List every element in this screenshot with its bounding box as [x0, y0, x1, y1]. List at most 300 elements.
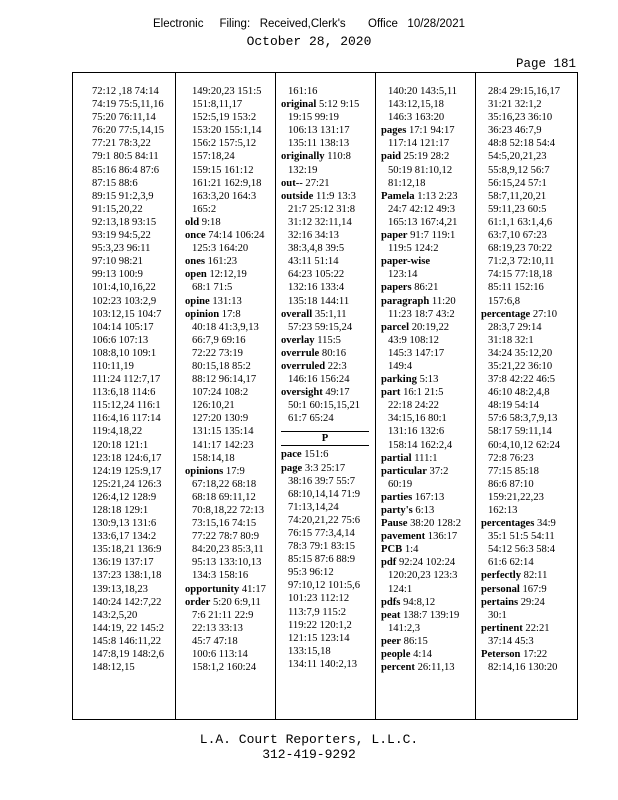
index-entry: [281, 462, 369, 475]
page-line-refs: 100:6 113:14: [192, 649, 248, 661]
page-line-refs: 131:16 132:6: [388, 426, 445, 438]
index-word: overrule: [281, 347, 320, 359]
page-line-refs: 135:18,21 136:9: [92, 544, 162, 556]
page-line-refs: 126:10,21: [192, 400, 235, 412]
page-line-refs: 45:7 47:18: [192, 635, 238, 647]
page-line-refs: 27:21: [302, 177, 330, 189]
index-continuation: [85, 569, 173, 582]
index-word: people: [381, 649, 411, 661]
page-line-refs: 58:17 59:11,14: [488, 426, 552, 438]
page-line-refs: 78:3 79:1 83:15: [288, 541, 356, 553]
index-frame: [72, 72, 578, 720]
index-continuation: [185, 661, 273, 674]
page-line-refs: 135:18 144:11: [288, 295, 350, 307]
page-line-refs: 124:1: [388, 583, 413, 595]
index-continuation: [281, 553, 369, 566]
page-line-refs: 85:15 87:6 88:9: [288, 554, 356, 566]
page-line-refs: 81:12,18: [388, 177, 426, 189]
page-line-refs: 68:19,23 70:22: [488, 243, 553, 255]
index-word: pace: [281, 449, 302, 461]
index-word: opinion: [185, 308, 220, 320]
page-line-refs: 146:16 156:24: [288, 374, 350, 386]
index-continuation: [185, 373, 273, 386]
index-word: originally: [281, 151, 325, 163]
page-line-refs: 159:21,22,23: [488, 491, 544, 503]
page-line-refs: 31:18 32:1: [488, 334, 534, 346]
index-continuation: [185, 439, 273, 452]
page-line-refs: 157:6,8: [488, 295, 521, 307]
page-line-refs: 17:8: [219, 308, 241, 320]
page-line-refs: 132:19: [288, 164, 318, 176]
page-line-refs: 49:17: [322, 387, 350, 399]
index-entry: [481, 648, 569, 661]
index-continuation: [281, 85, 369, 98]
index-continuation: [85, 216, 173, 229]
index-continuation: [185, 478, 273, 491]
index-word: opine: [185, 295, 210, 307]
index-continuation: [481, 635, 569, 648]
page-line-refs: 5:12 9:15: [316, 99, 360, 111]
page-line-refs: 97:10,12 101:5,6: [288, 580, 361, 592]
index-continuation: [281, 111, 369, 124]
index-continuation: [281, 216, 369, 229]
index-word: oversight: [281, 387, 323, 399]
page-line-refs: 158:14,18: [192, 452, 235, 464]
page-line-refs: 68:1 71:5: [192, 282, 233, 294]
index-entry: [185, 255, 273, 268]
index-entry: [481, 622, 569, 635]
index-continuation: [281, 475, 369, 488]
page-line-refs: 95:3 96:12: [288, 567, 334, 579]
index-continuation: [281, 606, 369, 619]
page-line-refs: 59:11,23 60:5: [488, 203, 547, 215]
index-continuation: [185, 360, 273, 373]
page-line-refs: 76:20 77:5,14,15: [92, 125, 165, 137]
page-line-refs: 63:7,10 67:23: [488, 230, 547, 242]
index-continuation: [85, 295, 173, 308]
index-continuation: [281, 255, 369, 268]
page-line-refs: 41:17: [239, 583, 266, 595]
page-line-refs: 140:24 142:7,22: [92, 596, 162, 608]
index-entry: [481, 517, 569, 530]
index-entry: [185, 268, 273, 281]
index-continuation: [481, 386, 569, 399]
page-line-refs: 135:11 138:13: [288, 138, 350, 150]
page-line-refs: 31:21 32:1,2: [488, 99, 542, 111]
index-continuation: [281, 137, 369, 150]
page-line-refs: 161:23: [205, 256, 238, 268]
page-line-refs: 60:4,10,12 62:24: [488, 439, 561, 451]
page-line-refs: 167:9: [519, 583, 547, 595]
index-entry: [481, 583, 569, 596]
index-continuation: [281, 501, 369, 514]
index-entry: [281, 448, 369, 461]
page-line-refs: 147:8,19 148:2,6: [92, 649, 165, 661]
index-entry: [281, 190, 369, 203]
page-line-refs: 34:15,16 80:1: [388, 413, 447, 425]
page-line-refs: 37:2: [426, 465, 449, 477]
page-line-refs: 162:13: [488, 505, 518, 516]
index-continuation: [481, 465, 569, 478]
index-continuation: [281, 488, 369, 501]
index-continuation: [85, 596, 173, 609]
page-line-refs: 4:14: [410, 649, 432, 661]
index-word: pdfs: [381, 596, 401, 608]
index-entry: [381, 491, 469, 504]
page-line-refs: 22:13 33:13: [192, 622, 243, 634]
index-word: papers: [381, 282, 412, 294]
page-line-refs: 72:12 ,18 74:14: [92, 86, 159, 97]
index-entry: [381, 150, 469, 163]
page-line-refs: 120:20,23 123:3: [388, 570, 458, 582]
index-continuation: [481, 203, 569, 216]
page-line-refs: 145:3 147:17: [388, 347, 445, 359]
page-line-refs: 5:13: [416, 374, 439, 386]
page-line-refs: 138:7 139:19: [400, 609, 460, 621]
index-entry: [481, 308, 569, 321]
index-continuation: [381, 399, 469, 412]
page-line-refs: 38:20 128:2: [407, 518, 462, 530]
page-line-refs: 119:4,18,22: [92, 426, 143, 438]
index-word: once: [185, 230, 206, 242]
page-line-refs: 68:10,14,14 71:9: [288, 488, 361, 500]
index-word: parcel: [381, 321, 410, 333]
index-entry: [381, 373, 469, 386]
page-line-refs: 58:7,11,20,21: [488, 190, 547, 202]
page-line-refs: 17:22: [520, 649, 548, 661]
page-line-refs: 43:11 51:14: [288, 256, 339, 268]
index-column-2: [185, 85, 273, 674]
page-line-refs: 61:7 65:24: [288, 413, 334, 425]
page-line-refs: 74:19 75:5,11,16: [92, 99, 164, 111]
index-continuation: [185, 635, 273, 648]
index-continuation: [281, 514, 369, 527]
page-line-refs: 6:13: [412, 505, 435, 516]
page-line-refs: 82:11: [521, 570, 548, 582]
index-continuation: [381, 164, 469, 177]
index-word: peat: [381, 609, 401, 621]
index-continuation: [85, 491, 173, 504]
index-continuation: [481, 399, 569, 412]
column-divider: [475, 73, 476, 719]
page-line-refs: 102:23 103:2,9: [92, 295, 157, 307]
index-continuation: [185, 334, 273, 347]
page-line-refs: 86:21: [411, 282, 439, 294]
index-entry: [381, 648, 469, 661]
index-entry: [281, 308, 369, 321]
index-word: old: [185, 216, 200, 228]
index-continuation: [481, 334, 569, 347]
index-continuation: [481, 111, 569, 124]
index-entry: [381, 596, 469, 609]
page-line-refs: 77:21 78:3,22: [92, 138, 151, 150]
index-continuation: [185, 386, 273, 399]
index-continuation: [281, 295, 369, 308]
page-line-refs: 37:14 45:3: [488, 635, 534, 647]
index-entry: [185, 295, 273, 308]
index-word: overlay: [281, 334, 315, 346]
page-line-refs: 16:1 21:5: [400, 387, 444, 399]
index-continuation: [85, 124, 173, 137]
page-line-refs: 119:22 120:1,2: [288, 619, 352, 631]
index-continuation: [281, 268, 369, 281]
index-continuation: [281, 321, 369, 334]
index-continuation: [85, 530, 173, 543]
page-line-refs: 139:13,18,23: [92, 583, 148, 595]
index-word: pavement: [381, 531, 426, 543]
page-line-refs: 136:17: [425, 531, 458, 543]
index-continuation: [381, 412, 469, 425]
page-line-refs: 28:3,7 29:14: [488, 321, 542, 333]
index-word: Pause: [381, 518, 408, 530]
index-word: party's: [381, 505, 413, 516]
page-line-refs: 86:6 87:10: [488, 478, 534, 490]
page-line-refs: 80:16: [319, 347, 347, 359]
index-continuation: [481, 609, 569, 622]
index-continuation: [481, 439, 569, 452]
index-continuation: [381, 478, 469, 491]
page-line-refs: 99:13 100:9: [92, 269, 143, 281]
page-line-refs: 70:8,18,22 72:13: [192, 505, 265, 516]
index-column-3: [281, 85, 369, 671]
index-continuation: [381, 203, 469, 216]
index-continuation: [85, 137, 173, 150]
index-continuation: [185, 347, 273, 360]
page-line-refs: 11:23 18:7 43:2: [388, 308, 455, 320]
index-entry: [281, 150, 369, 163]
index-continuation: [381, 308, 469, 321]
page-line-refs: 107:24 108:2: [192, 387, 249, 399]
index-continuation: [185, 530, 273, 543]
index-continuation: [85, 308, 173, 321]
index-word: opportunity: [185, 583, 240, 595]
index-continuation: [381, 242, 469, 255]
index-column-4: [381, 85, 469, 674]
index-entry: [381, 504, 469, 517]
page-line-refs: 115:5: [314, 334, 341, 346]
page-line-refs: 38:16 39:7 55:7: [288, 475, 356, 487]
page-line-refs: 25:19 28:2: [401, 151, 450, 163]
page-line-refs: 34:24 35:12,20: [488, 347, 553, 359]
page-line-refs: 121:15 123:14: [288, 632, 350, 644]
page-line-refs: 92:24 102:24: [396, 557, 456, 569]
index-continuation: [381, 111, 469, 124]
index-word: original: [281, 99, 317, 111]
page-line-refs: 126:4,12 128:9: [92, 491, 157, 503]
page-line-refs: 48:8 52:18 54:4: [488, 138, 556, 150]
index-continuation: [85, 334, 173, 347]
page-line-refs: 57:6 58:3,7,9,13: [488, 413, 558, 425]
index-word: perfectly: [481, 570, 521, 582]
page-line-refs: 132:16 133:4: [288, 282, 345, 294]
page-line-refs: 80:15,18 85:2: [192, 360, 251, 372]
page-line-refs: 120:18 121:1: [92, 439, 149, 451]
index-continuation: [381, 425, 469, 438]
index-word: open: [185, 269, 207, 281]
page-line-refs: 106:6 107:13: [92, 334, 149, 346]
index-word: PCB: [381, 544, 403, 556]
page-line-refs: 19:15 99:19: [288, 112, 339, 124]
page-line-refs: 61:6 62:14: [488, 557, 534, 569]
index-continuation: [281, 579, 369, 592]
index-continuation: [185, 425, 273, 438]
page-line-refs: 95:13 133:10,13: [192, 557, 262, 569]
index-continuation: [85, 412, 173, 425]
index-continuation: [381, 334, 469, 347]
page-line-refs: 111:24 112:7,17: [92, 374, 161, 386]
page-line-refs: 40:18 41:3,9,13: [192, 321, 259, 333]
page-line-refs: 37:8 42:22 46:5: [488, 374, 556, 386]
index-word: overall: [281, 308, 313, 320]
index-entry: [381, 295, 469, 308]
page-line-refs: 133:6,17 134:2: [92, 531, 157, 543]
index-column-5: [481, 85, 569, 674]
index-entry: [381, 281, 469, 294]
page-line-refs: 149:4: [388, 360, 413, 372]
page-line-refs: 22:21: [522, 622, 550, 634]
index-continuation: [85, 622, 173, 635]
index-continuation: [185, 150, 273, 163]
page-line-refs: 131:13: [209, 295, 242, 307]
index-continuation: [481, 85, 569, 98]
page-line-refs: 38:3,4,8 39:5: [288, 243, 345, 255]
index-continuation: [481, 295, 569, 308]
index-word: parties: [381, 491, 413, 503]
index-continuation: [85, 556, 173, 569]
index-entry: [281, 98, 369, 111]
page-line-refs: 141:2,3: [388, 622, 421, 634]
page-line-refs: 156:2 157:5,12: [192, 138, 257, 150]
index-continuation: [85, 373, 173, 386]
index-continuation: [381, 360, 469, 373]
index-entry: [381, 465, 469, 478]
page-line-refs: 143:2,5,20: [92, 609, 138, 621]
index-continuation: [85, 242, 173, 255]
index-continuation: [481, 190, 569, 203]
page-line-refs: 34:9: [534, 518, 556, 530]
page-line-refs: 113:6,18 114:6: [92, 387, 156, 399]
page-line-refs: 89:15 91:2,3,9: [92, 190, 154, 202]
page-line-refs: 124:19 125:9,17: [92, 465, 162, 477]
index-entry: [381, 609, 469, 622]
index-continuation: [381, 268, 469, 281]
page-line-refs: 125:3 164:20: [192, 243, 249, 255]
index-continuation: [85, 203, 173, 216]
index-entry: [185, 308, 273, 321]
page-line-refs: 108:8,10 109:1: [92, 347, 157, 359]
index-continuation: [185, 622, 273, 635]
index-continuation: [85, 583, 173, 596]
page-line-refs: 60:19: [388, 478, 413, 490]
index-continuation: [185, 137, 273, 150]
index-continuation: [185, 124, 273, 137]
page-line-refs: 157:18,24: [192, 151, 235, 163]
index-word: paper: [381, 230, 408, 242]
index-word: part: [381, 387, 401, 399]
index-continuation: [381, 85, 469, 98]
page-line-refs: 133:15,18: [288, 645, 331, 657]
index-continuation: [185, 85, 273, 98]
index-entry: [481, 569, 569, 582]
page-line-refs: 71:2,3 72:10,11: [488, 256, 555, 268]
page-line-refs: 7:6 21:11 22:9: [192, 609, 254, 621]
page-line-refs: 110:8: [324, 151, 351, 163]
index-continuation: [85, 229, 173, 242]
page-line-refs: 79:1 80:5 84:11: [92, 151, 159, 163]
index-continuation: [381, 177, 469, 190]
page-line-refs: 55:8,9,12 56:7: [488, 164, 550, 176]
page-line-refs: 61:1,1 63:1,4,6: [488, 216, 553, 228]
index-continuation: [381, 583, 469, 596]
index-entry: [185, 583, 273, 596]
page-line-refs: 117:14 121:17: [388, 138, 450, 150]
index-entry: [185, 465, 273, 478]
page-line-refs: 151:8,11,17: [192, 99, 243, 111]
index-continuation: [381, 439, 469, 452]
page-line-refs: 21:7 25:12 31:8: [288, 203, 356, 215]
index-continuation: [85, 281, 173, 294]
index-continuation: [85, 111, 173, 124]
page-line-refs: 85:11 152:16: [488, 282, 544, 294]
page-line-refs: 77:22 78:7 80:9: [192, 531, 260, 543]
page-line-refs: 74:20,21,22 75:6: [288, 514, 361, 526]
page-line-refs: 110:11,19: [92, 360, 134, 372]
page-line-refs: 128:18 129:1: [92, 505, 149, 516]
index-word: percent: [381, 662, 415, 674]
index-continuation: [481, 452, 569, 465]
index-entry: [381, 556, 469, 569]
page-line-refs: 94:8,12: [400, 596, 436, 608]
index-word: peer: [381, 635, 401, 647]
column-divider: [175, 73, 176, 719]
index-continuation: [85, 177, 173, 190]
index-continuation: [281, 281, 369, 294]
index-continuation: [85, 386, 173, 399]
page-line-refs: 77:15 85:18: [488, 465, 539, 477]
index-continuation: [281, 592, 369, 605]
index-continuation: [381, 347, 469, 360]
column-divider: [375, 73, 376, 719]
page-line-refs: 161:21 162:9,18: [192, 177, 262, 189]
page-line-refs: 134:11 140:2,13: [288, 658, 358, 670]
page-line-refs: 17:1 94:17: [406, 125, 455, 137]
page-line-refs: 72:22 73:19: [192, 347, 243, 359]
page-line-refs: 127:20 130:9: [192, 413, 249, 425]
index-entry: [281, 334, 369, 347]
index-continuation: [185, 399, 273, 412]
index-entry: [381, 229, 469, 242]
index-word: order: [185, 596, 211, 608]
index-entry: [381, 452, 469, 465]
index-continuation: [481, 124, 569, 137]
index-word: pages: [381, 125, 407, 137]
index-continuation: [85, 439, 173, 452]
page-line-refs: 134:3 158:16: [192, 570, 249, 582]
page-line-refs: 1:13 2:23: [414, 190, 458, 202]
page-line-refs: 123:18 124:6,17: [92, 452, 162, 464]
page-line-refs: 151:6: [301, 449, 329, 461]
page-line-refs: 92:13,18 93:15: [92, 216, 157, 228]
index-continuation: [185, 177, 273, 190]
index-word: outside: [281, 190, 314, 202]
index-entry: [185, 229, 273, 242]
index-continuation: [85, 635, 173, 648]
index-continuation: [85, 360, 173, 373]
page-line-refs: 104:14 105:17: [92, 321, 154, 333]
page-line-refs: 73:15,16 74:15: [192, 518, 257, 530]
page-line-refs: 1:4: [402, 544, 419, 556]
index-continuation: [481, 268, 569, 281]
